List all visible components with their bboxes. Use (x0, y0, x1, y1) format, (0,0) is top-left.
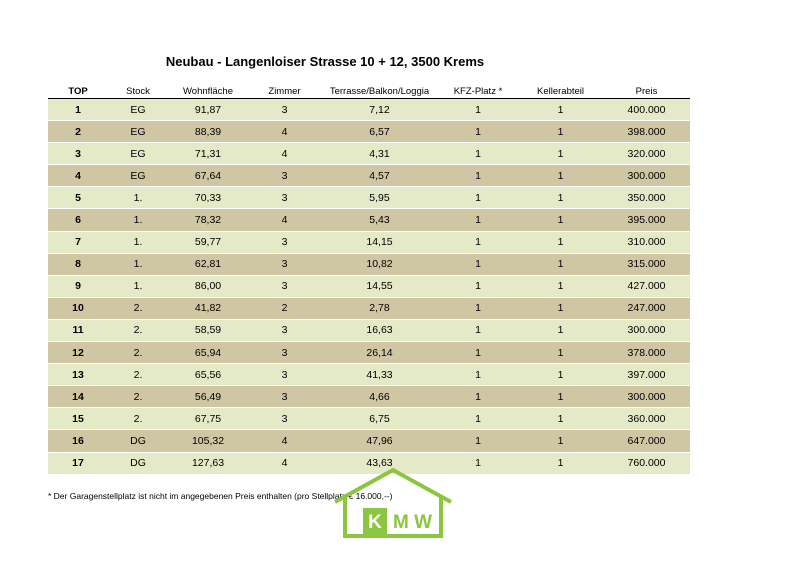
table-cell: 2 (281, 302, 288, 315)
table-cell: EG (130, 169, 146, 182)
table-cell: 3 (281, 236, 288, 249)
table-row (48, 298, 690, 320)
table-cell: 2. (133, 368, 143, 381)
table-cell: 8 (75, 258, 81, 271)
table-cell: 2. (133, 324, 143, 337)
table-cell: 378.000 (627, 346, 666, 359)
table-row (48, 232, 690, 254)
table-row (48, 430, 690, 452)
table-cell: 350.000 (627, 191, 666, 204)
table-body (48, 99, 690, 475)
table-cell: 760.000 (627, 457, 666, 470)
table-cell: 1 (75, 103, 81, 116)
table-cell: 1 (475, 434, 481, 447)
table-cell: 315.000 (627, 258, 666, 271)
table-cell: 647.000 (627, 434, 666, 447)
table-cell: 67,64 (194, 169, 222, 182)
logo-letters-mw: M W (393, 512, 433, 533)
table-cell: 1 (475, 191, 481, 204)
table-cell: 397.000 (627, 368, 666, 381)
table-cell: 1 (557, 258, 564, 271)
table-cell: 4 (75, 169, 81, 182)
table-row (48, 254, 690, 276)
table-cell: 3 (281, 368, 288, 381)
table-cell: 2. (133, 412, 143, 425)
column-header: Wohnfläche (183, 85, 233, 97)
table-row (48, 165, 690, 187)
table-cell: 3 (281, 280, 288, 293)
table-cell: 1 (557, 214, 564, 227)
table-cell: 1 (557, 390, 564, 403)
table-cell: 1 (557, 103, 564, 116)
table-cell: 11 (72, 324, 84, 337)
table-cell: 1. (133, 258, 143, 271)
table-cell: 3 (281, 258, 288, 271)
table-cell: 1 (475, 214, 481, 227)
table-cell: 67,75 (194, 412, 222, 425)
column-header: Kellerabteil (537, 85, 584, 97)
table-cell: 1 (557, 346, 564, 359)
table-cell: 320.000 (627, 147, 666, 160)
table-cell: 1 (475, 457, 481, 470)
table-cell: 1 (557, 302, 564, 315)
table-row (48, 408, 690, 430)
table-cell: 1 (557, 280, 564, 293)
table-cell: 3 (281, 346, 288, 359)
table-cell: 5,95 (369, 191, 390, 204)
table-cell: EG (130, 147, 146, 160)
footnote: * Der Garagenstellplatz ist nicht im angegebenen Preis enthalten (pro Stellplatz € 16.000,--) (48, 491, 393, 501)
table-cell: 1 (475, 412, 481, 425)
table-cell: 1. (133, 280, 143, 293)
table-cell: 427.000 (627, 280, 666, 293)
table-cell: 88,39 (194, 125, 222, 138)
table-cell: 26,14 (366, 346, 393, 359)
table-cell: 3 (281, 103, 288, 116)
table-cell: 1 (475, 302, 481, 315)
table-cell: 1 (475, 236, 481, 249)
table-cell: 1 (475, 258, 481, 271)
table-cell: 1 (475, 125, 481, 138)
table-cell: 16,63 (366, 324, 393, 337)
table-row (48, 276, 690, 298)
table-cell: 7,12 (369, 103, 390, 116)
table-row (48, 121, 690, 143)
table-cell: 5,43 (369, 214, 390, 227)
table-row (48, 143, 690, 165)
table-cell: 71,31 (194, 147, 222, 160)
table-cell: 4 (281, 214, 288, 227)
table-cell: 300.000 (627, 169, 666, 182)
table-cell: 1 (475, 103, 481, 116)
table-cell: 13 (72, 368, 84, 381)
table-cell: 4 (281, 457, 288, 470)
table-row (48, 364, 690, 386)
table-cell: 86,00 (194, 280, 222, 293)
table-cell: 4,66 (369, 390, 390, 403)
table-cell: 360.000 (627, 412, 666, 425)
table-cell: 10,82 (366, 258, 393, 271)
table-cell: 1 (557, 147, 564, 160)
table-cell: 398.000 (627, 125, 666, 138)
table-cell: 41,82 (194, 302, 222, 315)
table-cell: 1 (557, 434, 564, 447)
table-cell: 4,31 (369, 147, 390, 160)
table-cell: 58,59 (194, 324, 222, 337)
table-cell: 47,96 (366, 434, 393, 447)
table-cell: 14 (72, 390, 84, 403)
table-cell: 1. (133, 236, 143, 249)
page-title: Neubau - Langenloiser Strasse 10 + 12, 3500 Krems (165, 54, 485, 69)
table-cell: 300.000 (627, 324, 666, 337)
table-cell: 1 (475, 368, 481, 381)
table-cell: 1 (475, 346, 481, 359)
apartment-table (48, 84, 690, 475)
table-row (48, 386, 690, 408)
table-cell: 12 (72, 346, 84, 359)
table-row (48, 320, 690, 342)
table-cell: EG (130, 103, 146, 116)
table-cell: 3 (281, 169, 288, 182)
table-cell: DG (130, 434, 146, 447)
table-cell: 1 (475, 147, 481, 160)
column-header: TOP (68, 85, 88, 97)
table-cell: 2,78 (369, 302, 390, 315)
table-row (48, 342, 690, 364)
table-cell: 65,94 (194, 346, 222, 359)
table-cell: 15 (72, 412, 84, 425)
table-header (48, 84, 690, 99)
table-cell: 1 (475, 169, 481, 182)
table-cell: 300.000 (627, 390, 666, 403)
table-cell: 41,33 (366, 368, 393, 381)
table-row (48, 209, 690, 231)
table-cell: 1 (557, 169, 564, 182)
house-logo-icon (333, 464, 453, 539)
table-cell: 2. (133, 346, 143, 359)
table-cell: 1 (557, 457, 564, 470)
table-cell: 78,32 (194, 214, 222, 227)
table-cell: 1 (557, 191, 564, 204)
table-cell: 127,63 (191, 457, 225, 470)
table-cell: 6,57 (369, 125, 390, 138)
table-row (48, 99, 690, 121)
table-cell: 9 (75, 280, 81, 293)
table-cell: EG (130, 125, 146, 138)
table-cell: 1 (557, 125, 564, 138)
table-cell: 70,33 (194, 191, 222, 204)
table-cell: 247.000 (627, 302, 666, 315)
table-cell: 310.000 (627, 236, 666, 249)
table-cell: 65,56 (194, 368, 222, 381)
table-cell: 3 (281, 191, 288, 204)
table-cell: 14,15 (366, 236, 393, 249)
table-cell: 1 (475, 324, 481, 337)
table-cell: 400.000 (627, 103, 666, 116)
table-cell: 3 (281, 412, 288, 425)
table-cell: 59,77 (194, 236, 222, 249)
table-cell: 2. (133, 302, 143, 315)
logo-letter-k: K (368, 512, 382, 533)
column-header: KFZ-Platz * (453, 85, 503, 97)
table-cell: 16 (72, 434, 84, 447)
table-cell: 4 (281, 434, 288, 447)
column-header: Zimmer (268, 85, 301, 97)
table-cell: 7 (75, 236, 81, 249)
table-cell: 17 (72, 457, 84, 470)
table-cell: 43,63 (366, 457, 393, 470)
table-cell: 395.000 (627, 214, 666, 227)
table-cell: 1 (557, 324, 564, 337)
table-cell: 4 (281, 125, 288, 138)
table-cell: 62,81 (194, 258, 222, 271)
table-cell: 6 (75, 214, 81, 227)
table-cell: 91,87 (194, 103, 222, 116)
table-cell: 14,55 (366, 280, 393, 293)
table-cell: 3 (281, 390, 288, 403)
column-header: Preis (635, 85, 658, 97)
table-cell: 5 (75, 191, 81, 204)
table-cell: 2 (75, 125, 81, 138)
column-header: Stock (126, 85, 150, 97)
table-cell: 1 (475, 280, 481, 293)
table-cell: 1 (557, 236, 564, 249)
table-cell: DG (130, 457, 146, 470)
table-cell: 3 (75, 147, 81, 160)
table-cell: 105,32 (191, 434, 225, 447)
table-cell: 4 (281, 147, 288, 160)
table-row (48, 187, 690, 209)
table-cell: 10 (72, 302, 84, 315)
column-header: Terrasse/Balkon/Loggia (329, 85, 430, 97)
table-cell: 56,49 (194, 390, 222, 403)
table-cell: 2. (133, 390, 143, 403)
table-cell: 1 (557, 412, 564, 425)
table-cell: 3 (281, 324, 288, 337)
table-cell: 1. (133, 214, 143, 227)
table-cell: 1 (475, 390, 481, 403)
table-cell: 6,75 (369, 412, 390, 425)
table-cell: 1. (133, 191, 143, 204)
table-cell: 1 (557, 368, 564, 381)
table-cell: 4,57 (369, 169, 390, 182)
